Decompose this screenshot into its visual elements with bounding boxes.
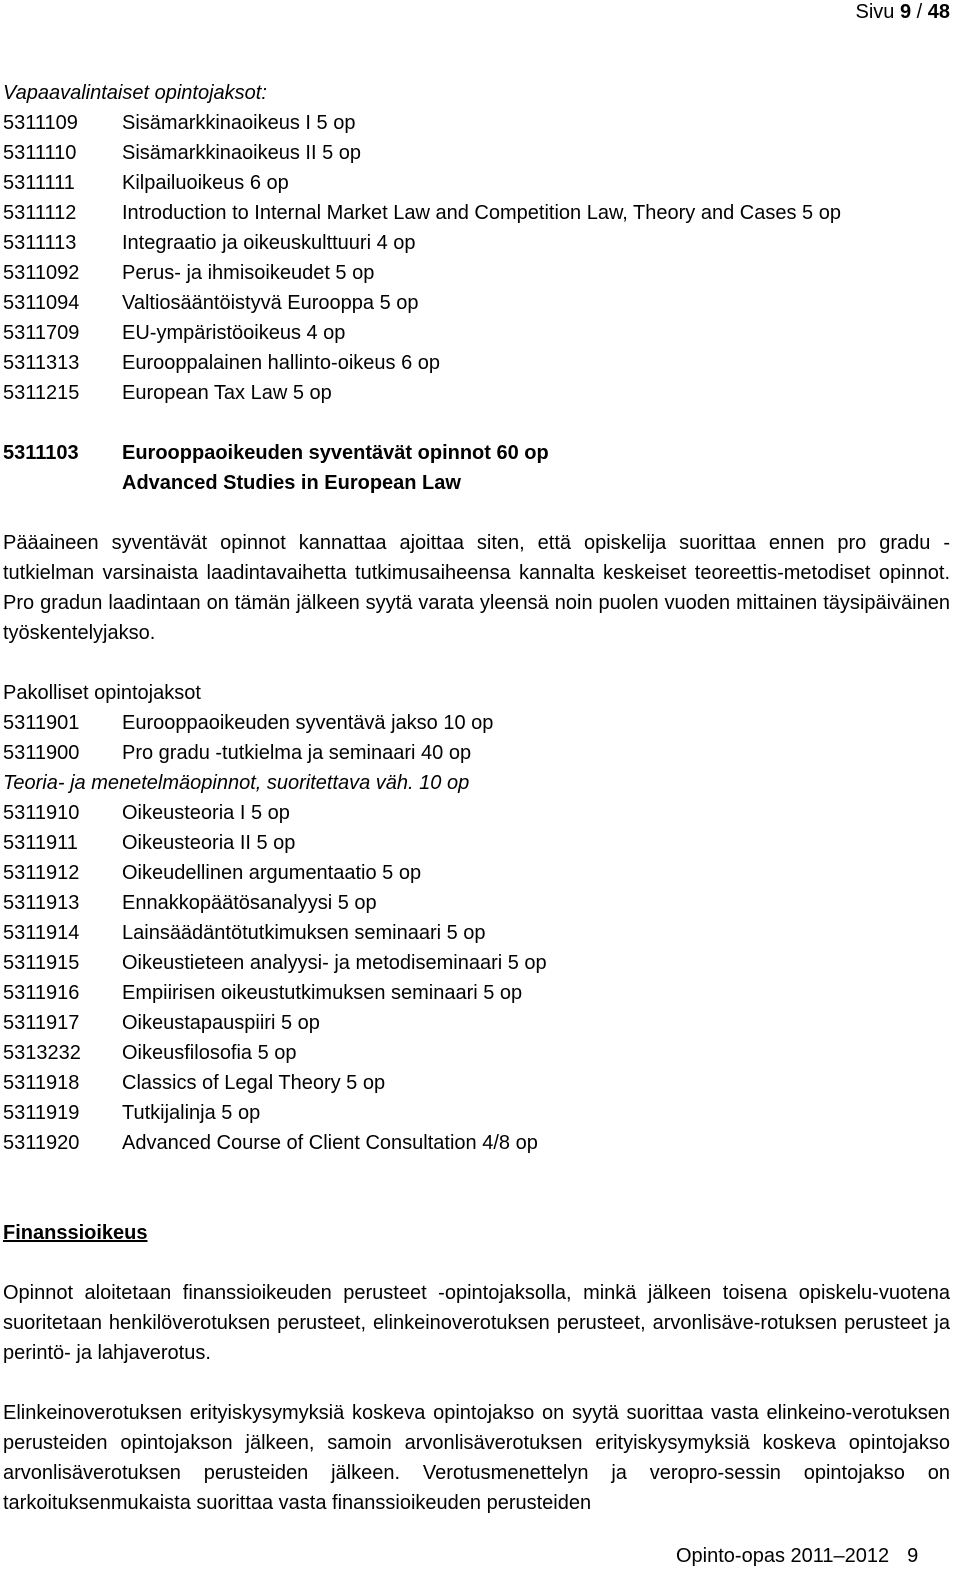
course-name: European Tax Law 5 op <box>122 382 332 404</box>
spacer <box>3 498 950 528</box>
total-pages: 48 <box>927 1 950 23</box>
course-row <box>3 918 950 948</box>
course-name: Sisämarkkinaoikeus I 5 op <box>122 112 356 134</box>
course-row <box>3 288 950 318</box>
elective-courses-heading: Vapaavalintaiset opintojaksot: <box>3 82 267 104</box>
course-row <box>3 978 950 1008</box>
course-name: EU-ympäristöoikeus 4 op <box>122 322 346 344</box>
course-row <box>3 228 950 258</box>
page-prefix: Sivu <box>855 1 895 23</box>
course-name: Oikeustieteen analyysi- ja metodiseminaari 5 op <box>122 952 547 974</box>
course-code: 5311919 <box>3 1102 80 1124</box>
finance-law-title: Finanssioikeus <box>3 1222 148 1244</box>
course-name: Integraatio ja oikeuskulttuuri 4 op <box>122 232 416 254</box>
spacer <box>3 648 950 678</box>
theory-course-list <box>3 798 950 1158</box>
course-row <box>3 708 950 738</box>
page-separator: / <box>911 1 928 23</box>
course-row <box>3 138 950 168</box>
spacer <box>3 408 950 438</box>
course-row <box>3 1008 950 1038</box>
course-code: 5311916 <box>3 982 80 1004</box>
course-row <box>3 1128 950 1158</box>
course-code: 5311111 <box>3 172 75 194</box>
course-code: 5311092 <box>3 262 80 284</box>
course-code: 5311910 <box>3 802 80 824</box>
course-code: 5311901 <box>3 712 80 734</box>
course-code: 5311094 <box>3 292 80 314</box>
page-footer <box>676 1544 918 1568</box>
course-code: 5311914 <box>3 922 80 944</box>
course-name: Eurooppalainen hallinto-oikeus 6 op <box>122 352 441 374</box>
document-body <box>3 78 950 1518</box>
course-row <box>3 378 950 408</box>
advanced-studies-code: 5311103 <box>3 442 79 464</box>
course-name: Oikeudellinen argumentaatio 5 op <box>122 862 422 884</box>
course-code: 5311215 <box>3 382 80 404</box>
course-code: 5311709 <box>3 322 80 344</box>
course-row <box>3 1098 950 1128</box>
course-code: 5311911 <box>3 832 78 854</box>
course-name: Empiirisen oikeustutkimuksen seminaari 5 op <box>122 982 523 1004</box>
course-row <box>3 258 950 288</box>
intro-paragraph: Pääaineen syventävät opinnot kannattaa ajoittaa siten, että opiskelija suorittaa ennen pro gradu -tutkielman varsinaista laadintavaihetta tutkimusaiheensa kannalta keskeiset teoreettis-metodiset opinnot. Pro gradun laadintaan on tämän jälkeen syytä varata yleensä noin puolen vuoden mittainen täysipäiväinen työskentelyjakso. <box>3 532 950 644</box>
course-name: Oikeusfilosofia 5 op <box>122 1042 297 1064</box>
finance-paragraph-2: Elinkeinoverotuksen erityiskysymyksiä koskeva opintojakso on syytä suorittaa vasta elinkeino-verotuksen perusteiden opintojakson jälkeen, samoin arvonlisäverotuksen erityiskysymyksiä koskeva opintojakso arvonlisäverotuksen perusteiden jälkeen. Verotusmenettelyn ja veropro-sessin opintojakso on tarkoituksenmukaista suorittaa vasta finanssioikeuden perusteiden <box>3 1402 950 1514</box>
page-indicator <box>855 0 950 24</box>
course-code: 5311900 <box>3 742 80 764</box>
course-code: 5311912 <box>3 862 80 884</box>
spacer <box>3 1368 950 1398</box>
course-code: 5311920 <box>3 1132 80 1154</box>
course-name: Advanced Course of Client Consultation 4/8 op <box>122 1132 538 1154</box>
course-row <box>3 108 950 138</box>
course-code: 5311918 <box>3 1072 80 1094</box>
elective-course-list <box>3 108 950 408</box>
spacer <box>3 1188 950 1218</box>
finance-paragraph-1: Opinnot aloitetaan finanssioikeuden perusteet -opintojaksolla, minkä jälkeen toisena opiskelu-vuotena suoritetaan henkilöverotuksen perusteet, elinkeinoverotuksen perusteet, arvonlisäve-rotuksen perusteet ja perintö- ja lahjaverotus. <box>3 1282 950 1364</box>
course-row <box>3 948 950 978</box>
course-name: Kilpailuoikeus 6 op <box>122 172 289 194</box>
theory-courses-heading: Teoria- ja menetelmäopinnot, suoritettava väh. 10 op <box>3 772 470 794</box>
course-name: Pro gradu -tutkielma ja seminaari 40 op <box>122 742 472 764</box>
course-code: 5311913 <box>3 892 80 914</box>
course-name: Oikeusteoria II 5 op <box>122 832 296 854</box>
course-name: Ennakkopäätösanalyysi 5 op <box>122 892 377 914</box>
course-row <box>3 168 950 198</box>
course-row <box>3 318 950 348</box>
course-code: 5311109 <box>3 112 78 134</box>
course-name: Perus- ja ihmisoikeudet 5 op <box>122 262 375 284</box>
course-code: 5311917 <box>3 1012 80 1034</box>
course-row <box>3 738 950 768</box>
course-code: 5313232 <box>3 1042 81 1064</box>
course-row <box>3 798 950 828</box>
indent <box>3 468 122 498</box>
course-row <box>3 1068 950 1098</box>
course-name: Oikeusteoria I 5 op <box>122 802 290 824</box>
course-code: 5311915 <box>3 952 80 974</box>
course-row <box>3 348 950 378</box>
course-row <box>3 858 950 888</box>
course-row <box>3 828 950 858</box>
course-code: 5311110 <box>3 142 77 164</box>
advanced-studies-heading <box>3 438 950 468</box>
course-row <box>3 888 950 918</box>
course-name: Oikeustapauspiiri 5 op <box>122 1012 320 1034</box>
course-name: Eurooppaoikeuden syventävä jakso 10 op <box>122 712 494 734</box>
course-code: 5311112 <box>3 202 77 224</box>
advanced-studies-title: Eurooppaoikeuden syventävät opinnot 60 op <box>122 442 549 464</box>
course-name: Valtiosääntöistyvä Eurooppa 5 op <box>122 292 419 314</box>
course-name: Tutkijalinja 5 op <box>122 1102 261 1124</box>
course-name: Lainsäädäntötutkimuksen seminaari 5 op <box>122 922 486 944</box>
footer-label: Opinto-opas 2011–2012 <box>676 1545 890 1567</box>
course-code: 5311313 <box>3 352 80 374</box>
course-code: 5311113 <box>3 232 77 254</box>
mandatory-courses-heading: Pakolliset opintojaksot <box>3 682 201 704</box>
current-page: 9 <box>899 1 912 23</box>
course-row <box>3 1038 950 1068</box>
course-name: Introduction to Internal Market Law and Competition Law, Theory and Cases 5 op <box>122 202 841 224</box>
advanced-studies-subtitle-row <box>3 468 950 498</box>
footer-page-number: 9 <box>907 1545 919 1567</box>
spacer <box>3 1158 950 1188</box>
course-name: Sisämarkkinaoikeus II 5 op <box>122 142 362 164</box>
course-row <box>3 198 950 228</box>
course-name: Classics of Legal Theory 5 op <box>122 1072 386 1094</box>
spacer <box>3 1248 950 1278</box>
advanced-studies-subtitle: Advanced Studies in European Law <box>122 472 461 494</box>
